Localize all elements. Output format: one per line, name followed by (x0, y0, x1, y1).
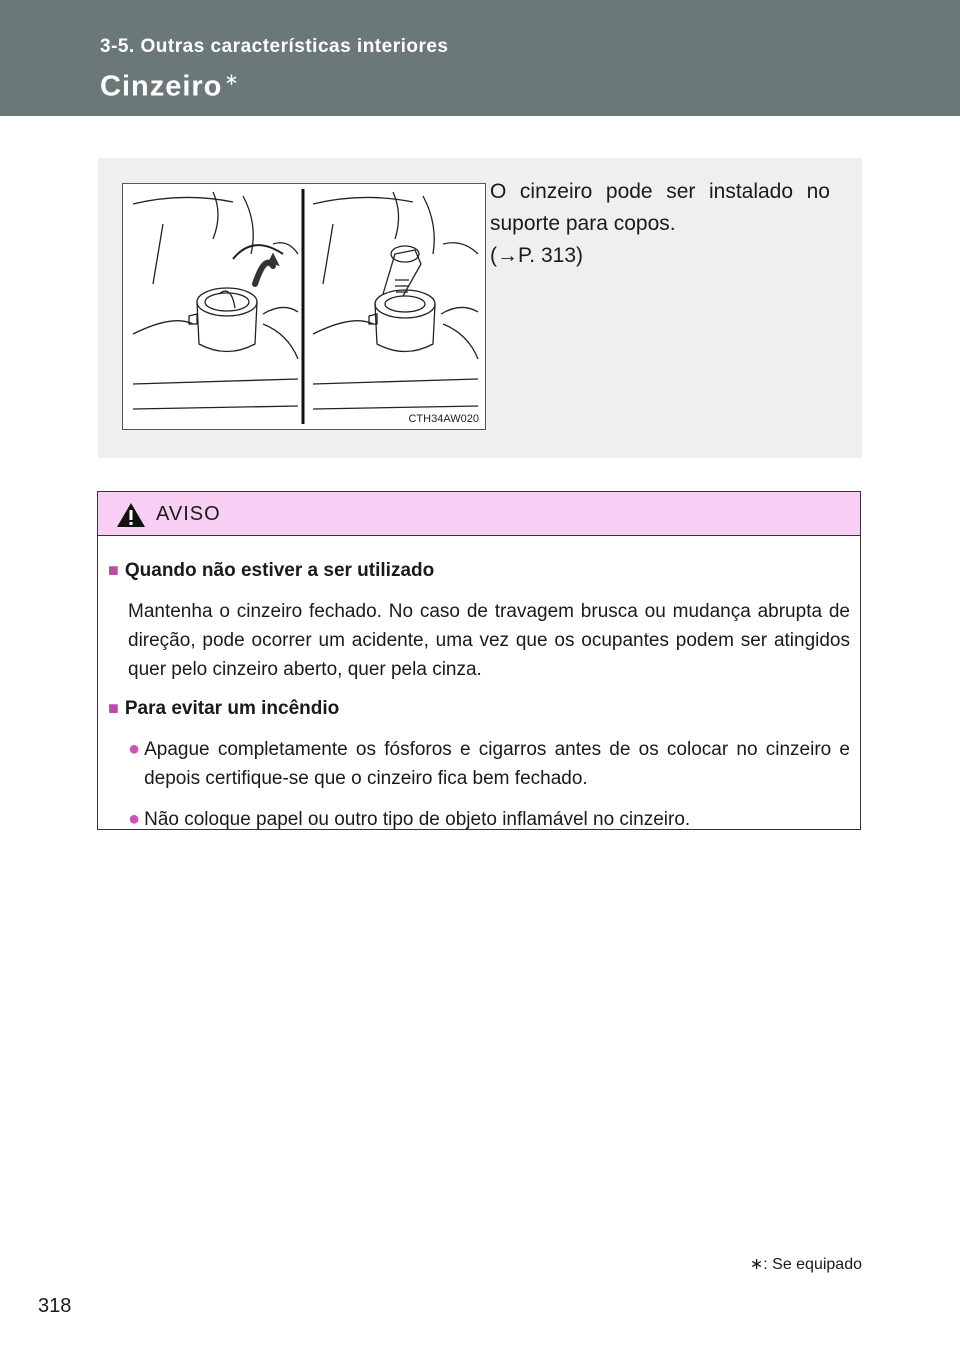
warning-heading (108, 556, 850, 585)
page-title (100, 70, 240, 104)
warning-label: AVISO (156, 503, 221, 525)
ashtray-illustration (122, 183, 486, 430)
warning-heading-text: Para evitar um incêndio (124, 698, 340, 719)
square-bullet-icon: ■ (108, 698, 119, 718)
warning-box (97, 491, 861, 830)
list-item-text: Apague completamente os fósforos e cigarros antes de os colocar no cinzeiro e depois certifique-se que o cinzeiro fica bem fechado. (144, 739, 850, 789)
chapter-header (0, 0, 960, 116)
info-panel (98, 158, 862, 458)
warning-body (98, 536, 860, 834)
figure-code: CTH34AW020 (408, 413, 479, 425)
section-label: 3-5. Outras características interiores (100, 36, 449, 57)
circle-bullet-icon: ● (128, 738, 141, 760)
circle-bullet-icon: ● (128, 808, 141, 830)
page-reference: (→P. 313) (490, 244, 583, 267)
page-number: 318 (38, 1295, 72, 1317)
list-item-text: Não coloque papel ou outro tipo de objeto inflamável no cinzeiro. (144, 809, 691, 830)
panel-description (490, 176, 830, 272)
description-text: O cinzeiro pode ser instalado no suporte para copos. (490, 180, 830, 235)
footnote: ∗: Se equipado (749, 1256, 862, 1273)
list-item (128, 735, 850, 793)
warning-triangle-icon (116, 502, 146, 528)
warning-heading-text: Quando não estiver a ser utilizado (124, 560, 435, 581)
warning-header (98, 492, 860, 536)
ashtray-drawing (123, 184, 485, 429)
equipment-asterisk: ∗ (224, 70, 240, 89)
warning-heading (108, 694, 850, 723)
square-bullet-icon: ■ (108, 560, 119, 580)
warning-paragraph: Mantenha o cinzeiro fechado. No caso de travagem brusca ou mudança abrupta de direção, pode ocorrer um acidente, uma vez que os ocupantes podem ser atingidos quer pelo cinzeiro aberto, quer pela cinza. (128, 601, 850, 680)
page-title-text: Cinzeiro (100, 70, 223, 103)
list-item (128, 805, 850, 834)
